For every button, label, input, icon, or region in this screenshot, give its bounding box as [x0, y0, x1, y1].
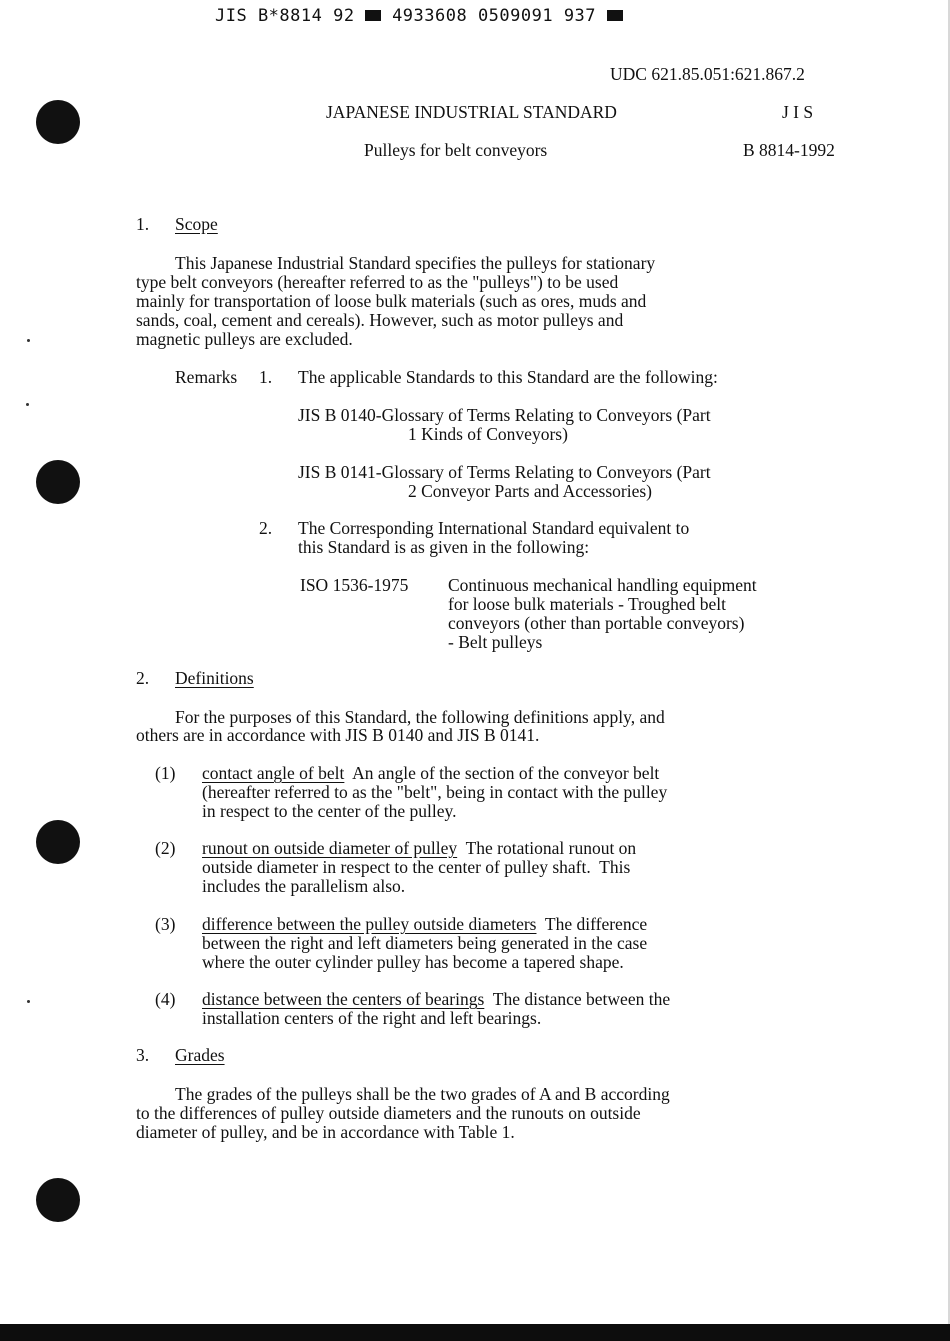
header-code-part: JIS B*8814 92 [215, 6, 355, 26]
iso-title-line: Continuous mechanical handling equipment [448, 575, 757, 595]
definition-number: (1) [155, 763, 176, 783]
definition-text: The difference [544, 914, 648, 934]
reference-line: 2 Conveyor Parts and Accessories) [408, 481, 652, 501]
definition-term: contact angle of belt [202, 763, 345, 783]
scan-speck [26, 403, 29, 406]
definition-line: installation centers of the right and left bearings. [202, 1008, 542, 1028]
iso-title-line: for loose bulk materials - Troughed belt [448, 594, 727, 614]
scan-bottom-band [0, 1324, 950, 1341]
definition-text: The distance between the [492, 989, 671, 1009]
udc-code: UDC 621.85.051:621.867.2 [610, 64, 805, 84]
section-heading: Grades [175, 1045, 225, 1065]
definition-number: (2) [155, 838, 176, 858]
paragraph-line: type belt conveyors (hereafter referred to as the "pulleys") to be used [136, 272, 619, 292]
paragraph-line: sands, coal, cement and cereals). However, such as motor pulleys and [136, 310, 624, 330]
doc-number: B 8814-1992 [743, 140, 835, 160]
definition-line: (hereafter referred to as the "belt", being in contact with the pulley [202, 782, 668, 802]
iso-title-line: - Belt pulleys [448, 632, 543, 652]
definition-line: includes the parallelism also. [202, 876, 406, 896]
definition-term: difference between the pulley outside diameters [202, 914, 537, 934]
punch-hole-icon [36, 100, 80, 144]
section-heading: Scope [175, 214, 218, 234]
section-number: 1. [136, 214, 150, 234]
definition-line: between the right and left diameters being generated in the case [202, 933, 648, 953]
definition-line: outside diameter in respect to the center of pulley shaft. This [202, 857, 631, 877]
section-number: 3. [136, 1045, 150, 1065]
header-code [215, 6, 623, 26]
paragraph-line: others are in accordance with JIS B 0140 and JIS B 0141. [136, 725, 540, 745]
paragraph-line: mainly for transportation of loose bulk materials (such as ores, muds and [136, 291, 647, 311]
paragraph-line: For the purposes of this Standard, the following definitions apply, and [175, 707, 665, 727]
punch-hole-icon [36, 460, 80, 504]
paragraph-line: magnetic pulleys are excluded. [136, 329, 353, 349]
definition-number: (4) [155, 989, 176, 1009]
paragraph-line: diameter of pulley, and be in accordance with Table 1. [136, 1122, 515, 1142]
reference-line: JIS B 0140-Glossary of Terms Relating to Conveyors (Part [298, 405, 711, 425]
definition-first-line [202, 763, 659, 784]
definition-first-line [202, 989, 670, 1010]
iso-code: ISO 1536-1975 [300, 575, 409, 595]
remarks-label: Remarks [175, 367, 238, 387]
redaction-block-icon [607, 10, 623, 21]
remark-text: The applicable Standards to this Standard are the following: [298, 367, 718, 387]
definition-text: The rotational runout on [465, 838, 637, 858]
definition-number: (3) [155, 914, 176, 934]
paragraph-line: to the differences of pulley outside diameters and the runouts on outside [136, 1103, 641, 1123]
standard-title: JAPANESE INDUSTRIAL STANDARD [326, 102, 617, 122]
remark-number: 1. [259, 367, 273, 387]
definition-term: distance between the centers of bearings [202, 989, 485, 1009]
iso-title-line: conveyors (other than portable conveyors) [448, 613, 745, 633]
scan-speck [27, 1000, 30, 1003]
remark-text: The Corresponding International Standard equivalent to [298, 518, 690, 538]
scan-speck [27, 339, 30, 342]
remark-text: this Standard is as given in the following: [298, 537, 590, 557]
punch-hole-icon [36, 1178, 80, 1222]
definition-term: runout on outside diameter of pulley [202, 838, 458, 858]
definition-line: where the outer cylinder pulley has become a tapered shape. [202, 952, 624, 972]
section-number: 2. [136, 668, 150, 688]
reference-line: JIS B 0141-Glossary of Terms Relating to Conveyors (Part [298, 462, 711, 482]
remark-number: 2. [259, 518, 273, 538]
paragraph-line: This Japanese Industrial Standard specifies the pulleys for stationary [175, 253, 656, 273]
definition-first-line [202, 914, 647, 935]
jis-mark: J I S [782, 102, 814, 122]
definition-first-line [202, 838, 636, 859]
definition-text: An angle of the section of the conveyor belt [352, 763, 660, 783]
reference-line: 1 Kinds of Conveyors) [408, 424, 568, 444]
punch-hole-icon [36, 820, 80, 864]
doc-title: Pulleys for belt conveyors [364, 140, 548, 160]
section-heading: Definitions [175, 668, 254, 688]
paragraph-line: The grades of the pulleys shall be the two grades of A and B according [175, 1084, 670, 1104]
header-code-part: 4933608 0509091 937 [392, 6, 597, 26]
redaction-block-icon [365, 10, 381, 21]
definition-line: in respect to the center of the pulley. [202, 801, 457, 821]
